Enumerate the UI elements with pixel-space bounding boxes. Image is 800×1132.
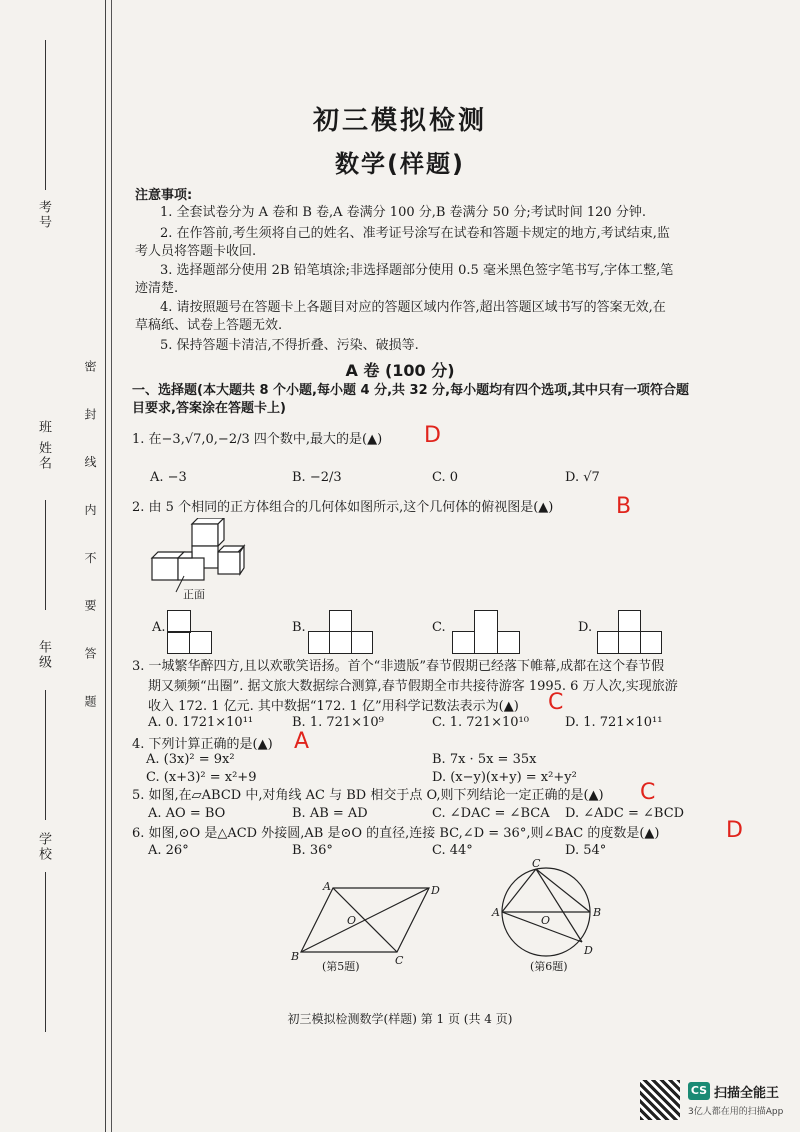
fig6-label-d: D [584,944,593,957]
option-a-figure-line [167,631,191,633]
fig6-label-a: A [492,906,500,919]
fig5-label-d: D [431,884,440,897]
option-c: C. 1. 721×10¹⁰ [432,715,529,730]
option-d-figure-cell [618,610,641,633]
option-c-figure-cell [474,610,498,654]
option-d: D. 54° [565,843,607,858]
school-blank[interactable] [45,872,46,1032]
notice-item: 1. 全套试卷分为 A 卷和 B 卷,A 卷满分 100 分,B 卷满分 50 分;考试时间 120 分钟. [160,205,646,220]
notice-item: 3. 选择题部分使用 2B 铅笔填涂;非选择题部分使用 0.5 毫米黑色签字笔书写,字体工整,笔 [160,263,674,278]
handwritten-answer: C [640,780,656,805]
option-a: A. −3 [150,470,187,485]
question-2-stem: 2. 由 5 个相同的正方体组合的几何体如图所示,这个几何体的俯视图是(▲) [132,500,554,515]
fig5-label-b: B [291,950,300,963]
option-b: B. 7x · 5x = 35x [432,752,537,767]
option-b-figure-cell [329,610,352,633]
option-d: D. 1. 721×10¹¹ [565,715,663,730]
section-instruction: 一、选择题(本大题共 8 个小题,每小题 4 分,共 32 分,每小题均有四个选项,其中只有一项符合题 [132,383,690,398]
option-d: D. √7 [565,470,600,485]
figure-5-caption: (第5题) [322,960,360,973]
option-a-figure-cell [189,631,212,654]
fig5-label-a: A [323,880,331,893]
fig5-label-o: O [347,914,357,927]
section-title: A 卷 (100 分) [345,361,455,380]
option-a: A. (3x)² = 9x² [146,752,235,767]
question-3-stem: 3. 一城繁华醉四方,且以欢歌笑语扬。首个“非遗版”春节假期已经落下帷幕,成都在这个春节假 [132,659,665,674]
grade-label: 年级 [36,640,51,670]
option-b: B. [292,620,306,635]
circle-figure [490,858,610,964]
option-c: C. 0 [432,470,459,485]
option-d: D. ∠ADC = ∠BCD [565,806,685,821]
option-a: A. [152,620,166,635]
option-b: B. 36° [292,843,333,858]
exam-no-label: 考号 [36,200,51,230]
notice-item: 考人员将答题卡收回. [135,244,257,259]
notice-heading: 注意事项: [135,188,193,203]
class-name-blank[interactable] [45,500,46,610]
fig6-label-c: C [532,858,541,870]
option-c: C. (x+3)² = x²+9 [146,770,257,785]
question-1-stem: 1. 在−3,√7,0,−2/3 四个数中,最大的是(▲) [132,432,383,447]
notice-item: 4. 请按照题号在答题卡上各题目对应的答题区域内作答,超出答题区域书写的答案无效,在 [160,300,666,315]
option-d-figure-cell [618,631,641,654]
option-d: D. (x−y)(x+y) = x²+y² [432,770,577,785]
camscanner-logo-icon: CS [688,1082,710,1100]
option-c: C. [432,620,446,635]
handwritten-answer: D [726,818,743,843]
qr-code-icon [640,1080,680,1120]
option-d: D. [578,620,593,635]
fig5-label-c: C [395,954,404,967]
class-name-label: 班 姓名 [36,420,51,472]
handwritten-answer: D [424,423,441,448]
front-view-label: 正面 [183,588,205,601]
question-3-stem: 收入 172. 1 亿元. 其中数据“172. 1 亿”用科学记数法表示为(▲) [148,699,519,714]
notice-item: 2. 在作答前,考生须将自己的姓名、准考证号涂写在试卷和答题卡规定的地方,考试结束,监 [160,226,670,241]
page-subtitle: 数学(样题) [335,150,465,178]
option-c: C. 44° [432,843,473,858]
notice-item: 5. 保持答题卡清洁,不得折叠、污染、破损等. [160,338,419,353]
question-4-stem: 4. 下列计算正确的是(▲) [132,737,273,752]
section-instruction: 目要求,答案涂在答题卡上) [132,401,286,416]
option-b: B. −2/3 [292,470,342,485]
question-6-stem: 6. 如图,⊙O 是△ACD 外接圆,AB 是⊙O 的直径,连接 BC,∠D = 36°,则∠BAC 的度数是(▲) [132,826,660,841]
handwritten-answer: C [548,690,564,715]
watermark-brand: 扫描全能王 [714,1086,780,1101]
notice-item: 迹清楚. [135,281,179,296]
notice-item: 草稿纸、试卷上答题无效. [135,318,283,333]
parallelogram-figure [285,876,445,972]
page-footer: 初三模拟检测数学(样题) 第 1 页 (共 4 页) [287,1012,513,1026]
option-a: A. 0. 1721×10¹¹ [148,715,254,730]
option-b: B. 1. 721×10⁹ [292,715,384,730]
fig6-label-b: B [593,906,602,919]
grade-blank[interactable] [45,690,46,820]
seal-line-text: 密 封 线 内 不 要 答 题 [83,360,97,723]
option-c: C. ∠DAC = ∠BCA [432,806,550,821]
option-b: B. AB = AD [292,806,368,821]
option-b-figure-cell [329,631,352,654]
figure-6-caption: (第6题) [530,960,568,973]
option-a: A. AO = BO [148,806,226,821]
option-a: A. 26° [148,843,189,858]
handwritten-answer: B [616,494,632,519]
page-title: 初三模拟检测 [312,106,487,136]
fig6-label-o: O [541,914,551,927]
question-3-stem: 期又频频“出圈”. 据文旅大数据综合测算,春节假期全市共接待游客 1995. 6 万人次,实现旅游 [148,679,678,694]
school-label: 学校 [36,832,51,862]
handwritten-answer: A [294,729,310,754]
question-5-stem: 5. 如图,在▱ABCD 中,对角线 AC 与 BD 相交于点 O,则下列结论一定正确的是(▲) [132,788,604,803]
watermark-tagline: 3亿人都在用的扫描App [688,1107,784,1117]
